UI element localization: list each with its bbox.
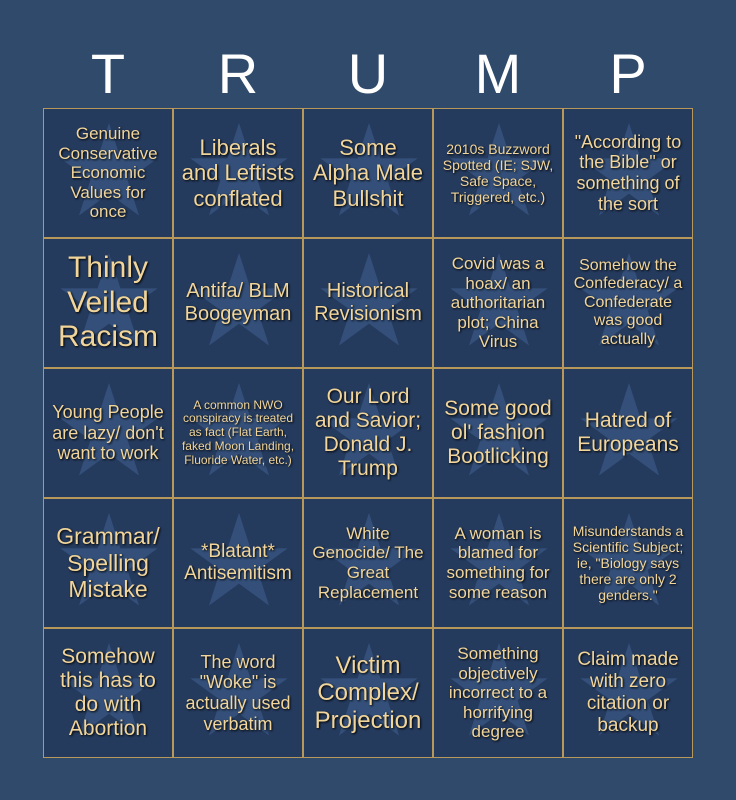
bingo-cell-text: Something objectively incorrect to a horrifying degree xyxy=(448,644,548,742)
bingo-cell[interactable] xyxy=(43,108,173,238)
bingo-cell-text: Somehow this has to do with Abortion xyxy=(60,644,156,741)
bingo-cell-text: "According to the Bible" or something of the sort xyxy=(574,131,682,214)
bingo-cell[interactable] xyxy=(43,628,173,758)
bingo-cell[interactable] xyxy=(433,108,563,238)
bingo-cell-text: *Blatant* Antisemitism xyxy=(184,541,292,584)
header-letter-p: P xyxy=(609,42,647,105)
bingo-cell-text: Somehow the Confederacy/ a Confederate was good actually xyxy=(573,257,683,348)
bingo-cell[interactable] xyxy=(43,368,173,498)
bingo-cell[interactable] xyxy=(563,498,693,628)
bingo-header xyxy=(43,40,693,108)
bingo-cell-text: Some good ol' fashion Bootlicking xyxy=(444,396,552,469)
bingo-cell-text: Misunderstands a Scientific Subject; ie, "Biology says there are only 2 genders." xyxy=(572,522,684,604)
bingo-cell[interactable] xyxy=(303,238,433,368)
bingo-cell[interactable] xyxy=(303,498,433,628)
header-letter-t: T xyxy=(90,42,126,105)
bingo-cell-text: Young People are lazy/ don't want to work xyxy=(52,401,164,464)
bingo-cell-text: A common NWO conspiracy is treated as fact (Flat Earth, faked Moon Landing, Fluoride Water, etc.) xyxy=(181,397,295,467)
bingo-cell[interactable] xyxy=(173,238,303,368)
bingo-cell[interactable] xyxy=(563,628,693,758)
header-letter-r: R xyxy=(217,42,259,105)
bingo-cell[interactable] xyxy=(563,368,693,498)
bingo-cell-text: The word "Woke" is actually used verbatim xyxy=(185,651,291,734)
bingo-cell[interactable] xyxy=(433,368,563,498)
header-letter-m: M xyxy=(474,42,522,105)
bingo-cell-text: 2010s Buzzword Spotted (IE; SJW, Safe Space, Triggered, etc.) xyxy=(442,140,554,206)
bingo-cell-text: Thinly Veiled Racism xyxy=(57,251,158,354)
bingo-cell[interactable] xyxy=(43,238,173,368)
bingo-cell[interactable] xyxy=(433,238,563,368)
bingo-cell-text: Covid was a hoax/ an authoritarian plot; China Virus xyxy=(450,254,546,352)
bingo-cell-text: White Genocide/ The Great Replacement xyxy=(312,523,424,602)
bingo-cell[interactable] xyxy=(433,628,563,758)
bingo-cell[interactable] xyxy=(303,108,433,238)
bingo-cell[interactable] xyxy=(303,628,433,758)
bingo-cell-text: Liberals and Leftists conflated xyxy=(181,135,295,211)
bingo-cell[interactable] xyxy=(173,628,303,758)
bingo-cell-text: Antifa/ BLM Boogeyman xyxy=(184,280,292,325)
bingo-cell-text: Hatred of Europeans xyxy=(577,408,679,456)
bingo-cell[interactable] xyxy=(433,498,563,628)
bingo-cell[interactable] xyxy=(563,238,693,368)
bingo-cell-text: Grammar/ Spelling Mistake xyxy=(56,523,160,603)
bingo-cell-text: Victim Complex/ Projection xyxy=(314,651,422,734)
bingo-cell-text: Genuine Conservative Economic Values for once xyxy=(58,124,158,222)
bingo-cell[interactable] xyxy=(43,498,173,628)
bingo-cell[interactable] xyxy=(173,368,303,498)
bingo-cell[interactable] xyxy=(563,108,693,238)
bingo-cell-text: Some Alpha Male Bullshit xyxy=(312,135,424,211)
bingo-cell[interactable] xyxy=(173,498,303,628)
bingo-cell-text: A woman is blamed for something for some reason xyxy=(446,523,550,602)
bingo-cell-text: Historical Revisionism xyxy=(314,280,422,325)
bingo-grid xyxy=(43,108,693,758)
header-letter-u: U xyxy=(347,42,389,105)
bingo-cell-text: Our Lord and Savior; Donald J. Trump xyxy=(314,384,422,481)
bingo-cell-text: Claim made with zero citation or backup xyxy=(577,649,679,736)
bingo-cell[interactable] xyxy=(303,368,433,498)
bingo-cell[interactable] xyxy=(173,108,303,238)
